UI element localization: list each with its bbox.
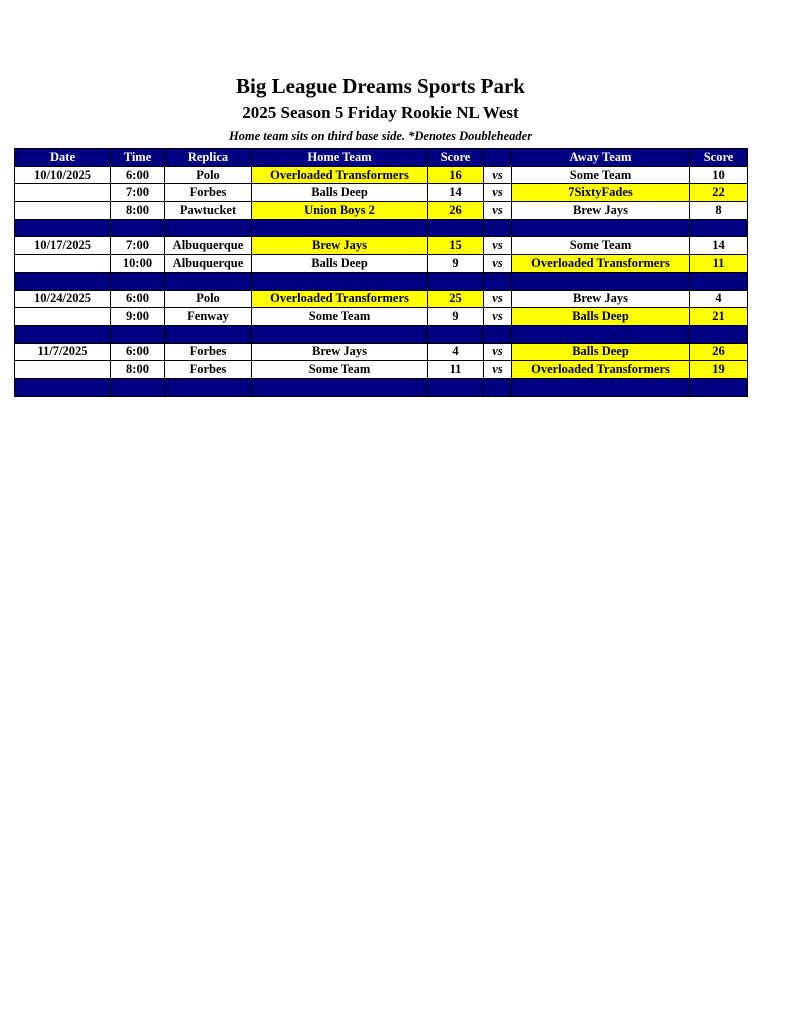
header-row [15,149,748,167]
home-score-cell: 9 [428,255,484,273]
vs-cell: vs [484,255,512,273]
away-team-cell: Overloaded Transformers [512,255,690,273]
separator-cell [484,272,512,290]
away-score-cell: 26 [690,343,748,361]
replica-cell: Forbes [165,361,252,379]
column-header-date: Date [15,149,111,167]
home-team-cell: Balls Deep [252,184,428,202]
separator-cell [690,325,748,343]
separator-cell [512,378,690,396]
away-team-cell: Some Team [512,237,690,255]
date-cell [15,184,111,202]
away-team-cell: 7SixtyFades [512,184,690,202]
separator-row [15,378,748,396]
separator-cell [252,378,428,396]
home-score-cell: 15 [428,237,484,255]
separator-cell [512,325,690,343]
schedule-body [15,166,748,396]
separator-cell [15,272,111,290]
column-header-home-team: Home Team [252,149,428,167]
separator-cell [512,219,690,237]
home-team-cell: Overloaded Transformers [252,290,428,308]
away-team-cell: Balls Deep [512,308,690,326]
separator-cell [252,219,428,237]
away-score-cell: 8 [690,202,748,220]
away-team-cell: Balls Deep [512,343,690,361]
vs-cell: vs [484,343,512,361]
separator-cell [111,272,165,290]
separator-cell [165,272,252,290]
home-team-cell: Overloaded Transformers [252,166,428,184]
vs-cell: vs [484,202,512,220]
home-score-cell: 16 [428,166,484,184]
time-cell: 10:00 [111,255,165,273]
separator-cell [111,378,165,396]
home-team-cell: Brew Jays [252,343,428,361]
replica-cell: Polo [165,290,252,308]
away-score-cell: 14 [690,237,748,255]
replica-cell: Forbes [165,184,252,202]
away-score-cell: 21 [690,308,748,326]
away-score-cell: 19 [690,361,748,379]
game-row [15,361,748,379]
separator-cell [252,272,428,290]
game-row [15,166,748,184]
date-cell: 10/10/2025 [15,166,111,184]
vs-cell: vs [484,166,512,184]
away-score-cell: 22 [690,184,748,202]
away-team-cell: Overloaded Transformers [512,361,690,379]
page-subtitle: 2025 Season 5 Friday Rookie NL West [242,103,519,122]
home-team-cell: Balls Deep [252,255,428,273]
replica-cell: Albuquerque [165,255,252,273]
home-team-cell: Union Boys 2 [252,202,428,220]
page-title: Big League Dreams Sports Park [236,74,525,98]
column-header-vs [484,149,512,167]
column-header-home-score: Score [428,149,484,167]
separator-row [15,219,748,237]
column-header-replica: Replica [165,149,252,167]
replica-cell: Polo [165,166,252,184]
date-cell [15,202,111,220]
replica-cell: Pawtucket [165,202,252,220]
home-score-cell: 25 [428,290,484,308]
schedule-note: Home team sits on third base side. *Denotes Doubleheader [228,129,533,143]
separator-cell [111,325,165,343]
away-team-cell: Some Team [512,166,690,184]
replica-cell: Albuquerque [165,237,252,255]
home-score-cell: 4 [428,343,484,361]
separator-cell [428,219,484,237]
home-team-cell: Brew Jays [252,237,428,255]
time-cell: 7:00 [111,237,165,255]
time-cell: 6:00 [111,343,165,361]
time-cell: 6:00 [111,166,165,184]
replica-cell: Fenway [165,308,252,326]
separator-cell [512,272,690,290]
separator-cell [428,272,484,290]
game-row [15,343,748,361]
column-header-away-score: Score [690,149,748,167]
separator-cell [165,378,252,396]
time-cell: 7:00 [111,184,165,202]
home-score-cell: 11 [428,361,484,379]
separator-cell [428,378,484,396]
date-cell: 10/24/2025 [15,290,111,308]
schedule-table [14,148,748,397]
separator-row [15,325,748,343]
home-score-cell: 9 [428,308,484,326]
column-header-time: Time [111,149,165,167]
away-score-cell: 4 [690,290,748,308]
date-cell [15,308,111,326]
separator-cell [15,378,111,396]
game-row [15,202,748,220]
separator-cell [428,325,484,343]
game-row [15,308,748,326]
separator-cell [165,219,252,237]
separator-cell [690,219,748,237]
vs-cell: vs [484,184,512,202]
time-cell: 6:00 [111,290,165,308]
vs-cell: vs [484,290,512,308]
separator-cell [484,219,512,237]
home-score-cell: 26 [428,202,484,220]
away-team-cell: Brew Jays [512,290,690,308]
separator-cell [690,272,748,290]
game-row [15,184,748,202]
vs-cell: vs [484,308,512,326]
away-team-cell: Brew Jays [512,202,690,220]
home-team-cell: Some Team [252,361,428,379]
separator-cell [15,325,111,343]
time-cell: 8:00 [111,361,165,379]
date-cell: 10/17/2025 [15,237,111,255]
separator-cell [484,378,512,396]
separator-cell [165,325,252,343]
date-cell [15,361,111,379]
separator-cell [111,219,165,237]
game-row [15,290,748,308]
separator-row [15,272,748,290]
separator-cell [15,219,111,237]
replica-cell: Forbes [165,343,252,361]
home-score-cell: 14 [428,184,484,202]
separator-cell [690,378,748,396]
separator-cell [484,325,512,343]
game-row [15,255,748,273]
game-row [15,237,748,255]
home-team-cell: Some Team [252,308,428,326]
separator-cell [252,325,428,343]
time-cell: 8:00 [111,202,165,220]
date-cell [15,255,111,273]
date-cell: 11/7/2025 [15,343,111,361]
vs-cell: vs [484,361,512,379]
column-header-away-team: Away Team [512,149,690,167]
vs-cell: vs [484,237,512,255]
away-score-cell: 11 [690,255,748,273]
time-cell: 9:00 [111,308,165,326]
away-score-cell: 10 [690,166,748,184]
